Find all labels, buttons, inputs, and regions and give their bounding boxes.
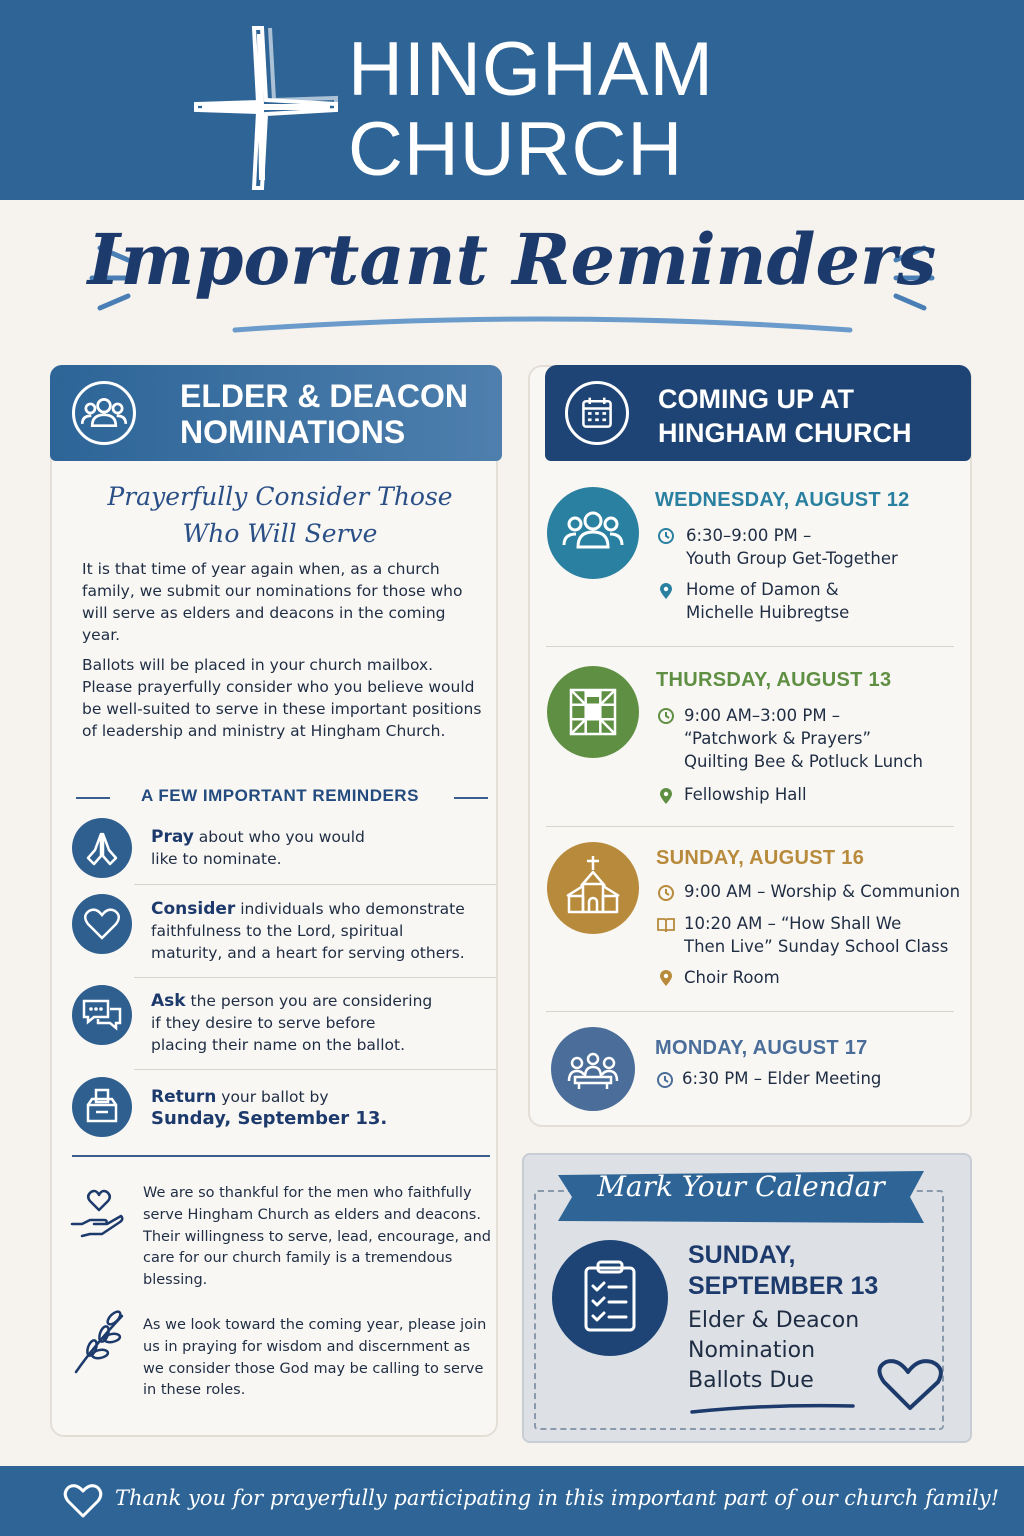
event-time: [686, 524, 898, 570]
location-pin-icon: [657, 582, 675, 600]
heart-underline-icon: [688, 1350, 958, 1420]
calendar-date-line2: SEPTEMBER 13: [688, 1272, 879, 1300]
checklist-circle: [552, 1240, 668, 1356]
reminders-heading: A FEW IMPORTANT REMINDERS: [141, 786, 419, 805]
reminder-icon-circle: [72, 1077, 132, 1137]
clock-icon: [656, 1071, 674, 1089]
event-divider: [546, 1011, 954, 1012]
event-time: [684, 704, 923, 773]
cross-logo-icon: [192, 26, 340, 190]
event-icon-circle: [547, 666, 639, 758]
clock-icon: [657, 707, 675, 725]
mark-calendar-date: [688, 1240, 928, 1302]
reminder-text: placing their name on the ballot.: [151, 1036, 406, 1054]
event-time: 9:00 AM – Worship & Communion: [684, 882, 961, 901]
event-icon-circle: [547, 487, 639, 579]
reminder-text: maturity, and a heart for serving others.: [151, 944, 465, 962]
heart-in-hand-icon: [68, 1184, 130, 1246]
event-class-line2: Then Live” Sunday School Class: [684, 937, 949, 956]
church-name-line1: HINGHAM: [348, 27, 714, 112]
chapel-icon: [547, 842, 639, 934]
event-time-line2: Youth Group Get-Together: [686, 549, 898, 568]
coming-up-banner-line2: HINGHAM CHURCH: [658, 418, 912, 448]
event-time-line3: Quilting Bee & Potluck Lunch: [684, 752, 924, 771]
reminder-icon-circle: [72, 894, 132, 954]
mark-calendar-title: Mark Your Calendar: [597, 1170, 885, 1203]
church-name-line2: CHURCH: [348, 107, 684, 192]
reminder-deadline: Sunday, September 13.: [151, 1108, 388, 1129]
reminder-text: individuals who demonstrate: [235, 900, 465, 918]
reminder-lead: Pray: [151, 827, 194, 847]
thanks-paragraph1: We are so thankful for the men who faithfully serve Hingham Church as elders and deacons. Their willingness to serve, lead, encourage, and care for our church family is a tremendous blessing.: [143, 1185, 491, 1289]
reminder-text: your ballot by: [216, 1088, 329, 1106]
event-class-line1: 10:20 AM – “How Shall We: [684, 914, 902, 933]
reminder-divider: [134, 977, 496, 978]
event-divider: [546, 646, 954, 647]
reminder-icon-circle: [72, 985, 132, 1045]
calendar-date-line1: SUNDAY,: [688, 1241, 796, 1269]
speech-bubbles-icon: [72, 985, 132, 1045]
nominations-banner-line2: NOMINATIONS: [180, 414, 406, 450]
event-location-line2: Michelle Huibregtse: [686, 603, 850, 622]
event-icon-circle: [551, 1027, 635, 1111]
reminder-item-4: [151, 1086, 491, 1130]
reminder-text: about who you would: [193, 828, 365, 846]
clock-icon: [657, 527, 675, 545]
event-location: Fellowship Hall: [684, 785, 807, 804]
reminder-text: the person you are considering: [185, 992, 433, 1010]
event-date: MONDAY, AUGUST 17: [655, 1037, 868, 1059]
event-divider: [546, 826, 954, 827]
nominations-subtitle: [60, 478, 500, 552]
calendar-desc-line1: Elder & Deacon: [688, 1308, 860, 1333]
subtitle-line1: Prayerfully Consider Those: [107, 482, 453, 511]
reminder-text: faithfulness to the Lord, spiritual: [151, 922, 404, 940]
clock-icon: [657, 884, 675, 902]
reminder-item-1: [151, 826, 491, 870]
group-icon: [72, 381, 136, 445]
heart-icon: [72, 894, 132, 954]
subtitle-line2: Who Will Serve: [182, 519, 378, 548]
reminder-lead: Consider: [151, 899, 236, 919]
reminder-text: like to nominate.: [151, 850, 282, 868]
nominations-intro-paragraph1: It is that time of year again when, as a church family, we submit our nominations for those who will serve as elders and deacons in the coming year.: [82, 560, 463, 644]
ballot-box-icon: [72, 1077, 132, 1137]
location-pin-icon: [657, 969, 675, 987]
event-icon-circle: [547, 842, 639, 934]
section-divider: [72, 1155, 490, 1157]
coming-up-banner: [545, 365, 971, 461]
clipboard-checklist-icon: [552, 1240, 668, 1356]
meeting-icon: [551, 1027, 635, 1111]
location-pin-icon: [657, 787, 675, 805]
event-time: 6:30 PM – Elder Meeting: [682, 1069, 882, 1088]
nominations-banner: [50, 365, 502, 461]
calendar-desc-line3: Ballots Due: [688, 1368, 814, 1393]
calendar-icon: [565, 381, 629, 445]
people-icon: [547, 487, 639, 579]
event-time-line2: “Patchwork & Prayers”: [684, 729, 872, 748]
event-date: SUNDAY, AUGUST 16: [656, 847, 865, 869]
praying-hands-icon: [72, 818, 132, 878]
footer-message: Thank you for prayerfully participating in this important part of our church family!: [115, 1486, 1000, 1510]
reminder-item-3: [151, 990, 491, 1056]
event-time-line1: 9:00 AM–3:00 PM –: [684, 706, 841, 725]
event-location: Choir Room: [684, 968, 780, 987]
event-date: WEDNESDAY, AUGUST 12: [655, 489, 910, 511]
event-location-line1: Home of Damon &: [686, 580, 839, 599]
nominations-banner-line1: ELDER & DEACON: [180, 378, 469, 414]
event-class: [684, 912, 948, 958]
reminder-text: if they desire to serve before: [151, 1014, 376, 1032]
nominations-intro-paragraph2: Ballots will be placed in your church mailbox. Please prayerfully consider who you believe would be well-suited to serve in these important positions of leadership and ministry at Hingham Church.: [82, 656, 482, 740]
quilt-icon: [547, 666, 639, 758]
thanks-paragraph2: As we look toward the coming year, please join us in praying for wisdom and discernment as we consider those God may be calling to serve in these roles.: [143, 1317, 487, 1399]
reminder-icon-circle: [72, 818, 132, 878]
calendar-desc-line2: Nomination: [688, 1338, 816, 1363]
reminder-lead: Ask: [151, 991, 186, 1011]
reminder-divider: [134, 1069, 496, 1070]
page-title: Important Reminders: [87, 218, 937, 301]
event-date: THURSDAY, AUGUST 13: [656, 669, 892, 691]
event-location: [686, 578, 849, 624]
footer-heart-icon: [62, 1482, 104, 1520]
coming-up-banner-line1: COMING UP AT: [658, 384, 855, 414]
reminder-item-2: [151, 898, 491, 964]
event-time-line1: 6:30–9:00 PM –: [686, 526, 812, 545]
reminder-lead: Return: [151, 1087, 217, 1107]
reminder-divider: [134, 884, 496, 885]
olive-branch-icon: [70, 1310, 128, 1376]
book-icon: [657, 916, 675, 934]
